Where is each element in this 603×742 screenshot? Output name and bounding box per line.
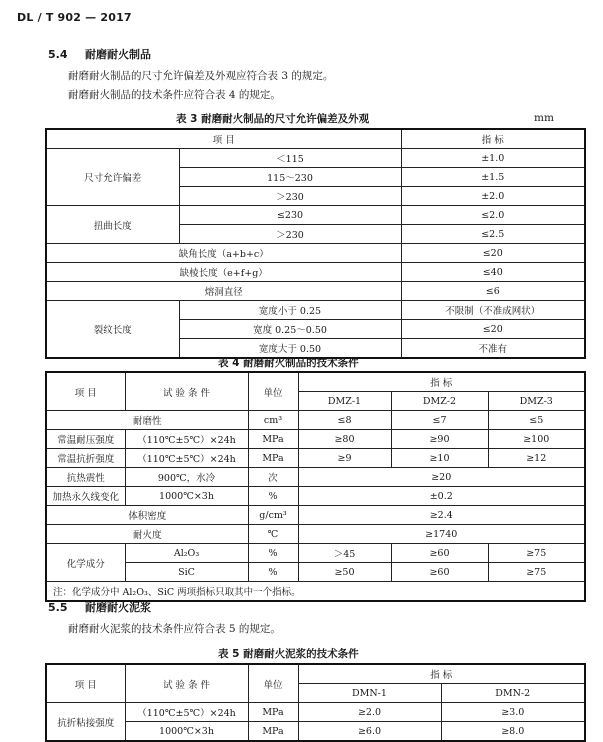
- table-cell: ≥75: [488, 563, 585, 582]
- table-cell: ≥60: [391, 563, 488, 582]
- table-cell: %: [248, 487, 298, 506]
- table-cell: ≤8: [298, 411, 391, 430]
- table-cell: SiC: [125, 563, 248, 582]
- section-number: 5.4: [48, 48, 68, 61]
- table-cell: ≥80: [298, 430, 391, 449]
- table-cell: ±0.2: [298, 487, 585, 506]
- table-cell: ≤230: [179, 206, 401, 225]
- table-cell: 常温耐压强度: [46, 430, 125, 449]
- table-cell: ≥20: [298, 468, 585, 487]
- table-cell: 1000℃×3h: [125, 722, 248, 742]
- table-cell: 缺棱长度（e+f+g）: [46, 263, 401, 282]
- table-cell: ≤2.0: [401, 206, 585, 225]
- table-header-cell: 项 目: [46, 372, 125, 411]
- table-3-caption: 表 3 耐磨耐火制品的尺寸允许偏差及外观: [176, 113, 370, 125]
- section-5-4-heading: [48, 46, 151, 62]
- table-cell: %: [248, 563, 298, 582]
- document-header: DL / T 902 — 2017: [17, 11, 132, 24]
- table-cell: ≤2.5: [401, 225, 585, 244]
- table-cell: ≥60: [391, 544, 488, 563]
- section-title: 耐磨耐火制品: [85, 48, 151, 61]
- table-3-unit: mm: [534, 112, 554, 124]
- table-header-cell: DMN-2: [441, 684, 585, 703]
- table-cell: ≥50: [298, 563, 391, 582]
- table-header-cell: DMN-1: [298, 684, 441, 703]
- table-cell: ≥9: [298, 449, 391, 468]
- table-cell: ≤6: [401, 282, 585, 301]
- table-cell: ≥75: [488, 544, 585, 563]
- table-cell: 熔洞直径: [46, 282, 401, 301]
- table-cell: MPa: [248, 430, 298, 449]
- table-header-cell: DMZ-3: [488, 392, 585, 411]
- table-4: [45, 371, 586, 602]
- table-cell: ≥12: [488, 449, 585, 468]
- table-3: [45, 128, 586, 359]
- table-cell: MPa: [248, 449, 298, 468]
- table-cell: 加热永久线变化: [46, 487, 125, 506]
- table-cell: MPa: [248, 703, 298, 722]
- table-header-cell: 指 标: [298, 664, 585, 684]
- table-cell: ≤40: [401, 263, 585, 282]
- table-cell: cm³: [248, 411, 298, 430]
- table-cell: 900℃，水冷: [125, 468, 248, 487]
- table-cell: g/cm³: [248, 506, 298, 525]
- table-header-cell: 单位: [248, 372, 298, 411]
- paragraph: 耐磨耐火制品的尺寸允许偏差及外观应符合表 3 的规定。: [68, 70, 334, 82]
- table-cell: 缺角长度（a+b+c）: [46, 244, 401, 263]
- table-cell: （110℃±5℃）×24h: [125, 449, 248, 468]
- section-number: 5.5: [48, 601, 68, 614]
- table-cell: ≥10: [391, 449, 488, 468]
- table-cell: （110℃±5℃）×24h: [125, 703, 248, 722]
- table-cell: ＜115: [179, 149, 401, 168]
- table-header-cell: 项 目: [46, 664, 125, 703]
- table-cell: ℃: [248, 525, 298, 544]
- table-cell: 抗热震性: [46, 468, 125, 487]
- table-cell: ≤20: [401, 320, 585, 339]
- table-cell: ≥2.4: [298, 506, 585, 525]
- table-cell: 体积密度: [46, 506, 248, 525]
- table-cell: ≤5: [488, 411, 585, 430]
- table-header-cell: 单位: [248, 664, 298, 703]
- paragraph: 耐磨耐火泥浆的技术条件应符合表 5 的规定。: [68, 623, 281, 635]
- table-5-caption: 表 5 耐磨耐火泥浆的技术条件: [218, 648, 359, 660]
- table-cell: ≤7: [391, 411, 488, 430]
- table-cell: ＞230: [179, 187, 401, 206]
- table-5: [45, 663, 586, 742]
- table-cell: Al₂O₃: [125, 544, 248, 563]
- table-header-cell: 试 验 条 件: [125, 664, 248, 703]
- table-cell: 耐火度: [46, 525, 248, 544]
- table-cell: 宽度 0.25～0.50: [179, 320, 401, 339]
- table-note: 注：化学成分中 Al₂O₃、SiC 两项指标只取其中一个指标。: [46, 582, 585, 602]
- table-cell: 115～230: [179, 168, 401, 187]
- table-cell: 耐磨性: [46, 411, 248, 430]
- table-cell: 不准有: [401, 339, 585, 359]
- table-cell: 扭曲长度: [46, 206, 179, 244]
- table-cell: ≥2.0: [298, 703, 441, 722]
- table-cell: ±1.5: [401, 168, 585, 187]
- table-cell: 化学成分: [46, 544, 125, 582]
- table-header-cell: DMZ-2: [391, 392, 488, 411]
- table-cell: 宽度大于 0.50: [179, 339, 401, 359]
- table-cell: ≥100: [488, 430, 585, 449]
- table-cell: 宽度小于 0.25: [179, 301, 401, 320]
- table-cell: ±1.0: [401, 149, 585, 168]
- table-cell: ≥6.0: [298, 722, 441, 742]
- table-cell: 尺寸允许偏差: [46, 149, 179, 206]
- table-cell: %: [248, 544, 298, 563]
- table-header-cell: DMZ-1: [298, 392, 391, 411]
- table-cell: ＞45: [298, 544, 391, 563]
- table-header-cell: 指 标: [298, 372, 585, 392]
- table-cell: ≥3.0: [441, 703, 585, 722]
- table-cell: 不限制（不准成网状）: [401, 301, 585, 320]
- section-5-5-heading: [48, 599, 151, 615]
- table-header-cell: 指 标: [401, 129, 585, 149]
- table-cell: ＞230: [179, 225, 401, 244]
- table-cell: 1000℃×3h: [125, 487, 248, 506]
- table-cell: ≥1740: [298, 525, 585, 544]
- table-header-cell: 试 验 条 件: [125, 372, 248, 411]
- table-4-caption: 表 4 耐磨耐火制品的技术条件: [218, 357, 359, 369]
- table-cell: MPa: [248, 722, 298, 742]
- table-cell: ±2.0: [401, 187, 585, 206]
- table-cell: 裂纹长度: [46, 301, 179, 359]
- section-title: 耐磨耐火泥浆: [85, 601, 151, 614]
- table-cell: ≥8.0: [441, 722, 585, 742]
- table-cell: ≤20: [401, 244, 585, 263]
- table-header-cell: 项 目: [46, 129, 401, 149]
- table-cell: 常温抗折强度: [46, 449, 125, 468]
- table-cell: 次: [248, 468, 298, 487]
- table-cell: ≥90: [391, 430, 488, 449]
- table-cell: 抗折粘接强度: [46, 703, 125, 742]
- paragraph: 耐磨耐火制品的技术条件应符合表 4 的规定。: [68, 89, 281, 101]
- table-cell: （110℃±5℃）×24h: [125, 430, 248, 449]
